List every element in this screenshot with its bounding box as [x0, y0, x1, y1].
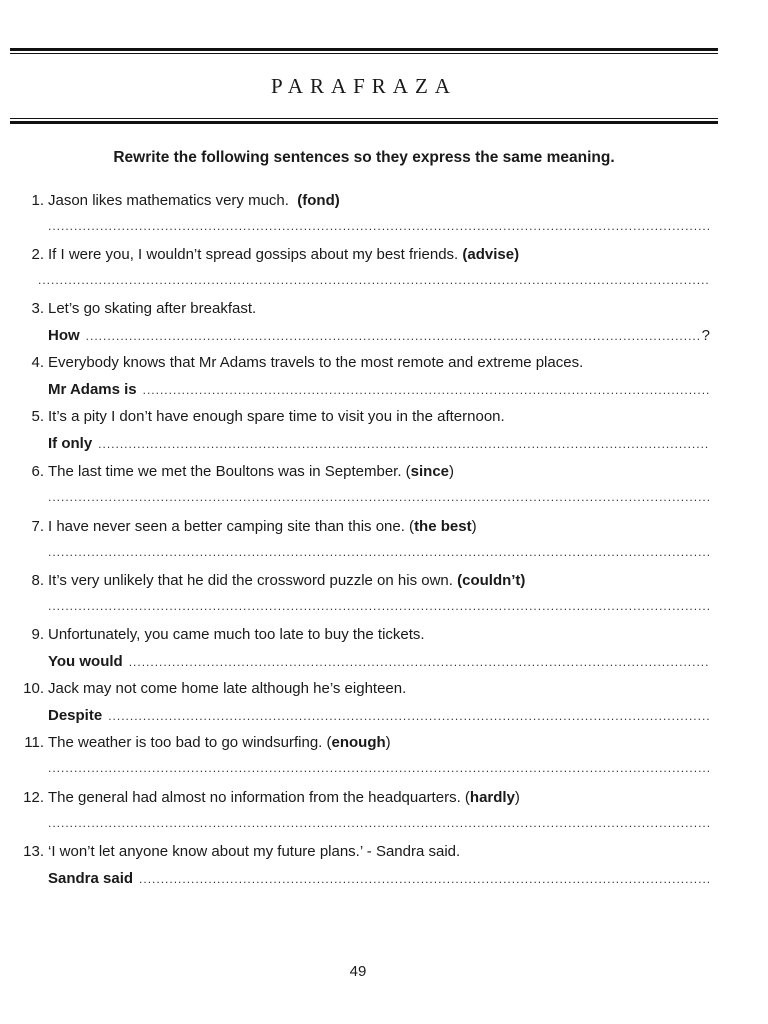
dotted-blank[interactable] [129, 655, 710, 669]
exercise-sentence [0, 408, 505, 425]
item-number: 6. [31, 463, 44, 480]
answer-lead: You would [48, 653, 123, 670]
item-number: 8. [31, 572, 44, 589]
exercise-sentence [0, 680, 406, 697]
exercise-sentence [0, 192, 340, 209]
keyword: since [410, 463, 450, 480]
item-number: 7. [31, 518, 44, 535]
keyword: (advise) [462, 246, 520, 263]
exercise-sentence [0, 300, 256, 317]
sentence-text: It’s very unlikely that he did the crossword puzzle on his own. [48, 572, 458, 589]
dotted-blank[interactable] [48, 599, 710, 613]
page-title: PARAFRAZA [271, 74, 457, 98]
keyword-close: ) [385, 734, 391, 751]
item-number: 1. [31, 192, 44, 209]
answer-line[interactable] [48, 653, 710, 670]
answer-line[interactable] [48, 381, 710, 398]
answer-line[interactable] [48, 490, 710, 504]
sentence-text: It’s a pity I don’t have enough spare time to visit you in the afternoon. [48, 408, 505, 425]
answer-line[interactable] [48, 761, 710, 775]
dotted-blank[interactable] [108, 709, 710, 723]
sentence-text: The weather is too bad to go windsurfing. ( [48, 734, 332, 751]
answer-line[interactable] [48, 435, 710, 452]
header-rule-thick [10, 121, 718, 124]
sentence-text: The general had almost no information from the headquarters. ( [48, 789, 470, 806]
keyword-close: ) [471, 518, 477, 535]
item-number: 4. [31, 354, 44, 371]
sentence-text: Unfortunately, you came much too late to buy the tickets. [48, 626, 425, 643]
sentence-text: Jack may not come home late although he’s eighteen. [48, 680, 407, 697]
exercise-sentence [0, 246, 519, 263]
item-number: 2. [31, 246, 44, 263]
item-number: 11. [24, 734, 44, 751]
keyword: the best [414, 518, 472, 535]
keyword-close: ) [449, 463, 455, 480]
answer-line[interactable] [48, 219, 710, 233]
exercise-sentence [0, 734, 391, 751]
answer-lead: Sandra said [48, 870, 134, 887]
exercise-sentence [0, 626, 425, 643]
exercise-sentence [0, 518, 477, 535]
dotted-blank[interactable] [143, 383, 710, 397]
keyword: enough [331, 734, 386, 751]
answer-end: ? [701, 327, 710, 344]
dotted-blank[interactable] [48, 816, 710, 830]
answer-line[interactable] [48, 816, 710, 830]
item-number: 5. [31, 408, 44, 425]
answer-lead: Mr Adams is [48, 381, 137, 398]
dotted-blank[interactable] [48, 219, 710, 233]
keyword: (couldn’t) [457, 572, 526, 589]
sentence-text: Let’s go skating after breakfast. [48, 300, 257, 317]
sentence-text: The last time we met the Boultons was in September. ( [48, 463, 411, 480]
keyword-close: ) [514, 789, 520, 806]
dotted-blank[interactable] [98, 437, 710, 451]
keyword: hardly [469, 789, 515, 806]
sentence-text: I have never seen a better camping site than this one. ( [48, 518, 415, 535]
answer-line[interactable] [48, 870, 710, 887]
answer-line[interactable] [48, 707, 710, 724]
answer-lead: Despite [48, 707, 103, 724]
item-number: 13. [23, 843, 44, 860]
dotted-blank[interactable] [48, 490, 710, 504]
sentence-text: Jason likes mathematics very much. [48, 192, 298, 209]
exercise-sentence [0, 354, 583, 371]
top-rule-thin [10, 53, 718, 54]
dotted-blank[interactable] [86, 329, 700, 343]
instruction: Rewrite the following sentences so they express the same meaning. [113, 149, 615, 166]
answer-line[interactable] [48, 545, 710, 559]
answer-line[interactable] [48, 327, 710, 344]
item-number: 9. [31, 626, 44, 643]
answer-lead: How [48, 327, 80, 344]
keyword: (fond) [297, 192, 340, 209]
answer-lead: If only [48, 435, 93, 452]
sentence-text: ‘I won’t let anyone know about my future plans.’ - Sandra said. [48, 843, 461, 860]
exercise-sentence [0, 789, 520, 806]
dotted-blank[interactable] [48, 761, 710, 775]
sentence-text: Everybody knows that Mr Adams travels to the most remote and extreme places. [48, 354, 584, 371]
page-number: 49 [349, 963, 367, 980]
exercise-sentence [0, 843, 460, 860]
item-number: 3. [31, 300, 44, 317]
sentence-text: If I were you, I wouldn’t spread gossips about my best friends. [48, 246, 463, 263]
top-rule-thick [10, 48, 718, 51]
dotted-blank[interactable] [48, 545, 710, 559]
header-rule-thin [10, 118, 718, 119]
dotted-blank[interactable] [38, 273, 710, 287]
dotted-blank[interactable] [139, 872, 710, 886]
item-number: 12. [23, 789, 44, 806]
answer-line[interactable] [38, 273, 710, 287]
answer-line[interactable] [48, 599, 710, 613]
exercise-sentence [0, 572, 525, 589]
item-number: 10. [23, 680, 44, 697]
exercise-sentence [0, 463, 454, 480]
